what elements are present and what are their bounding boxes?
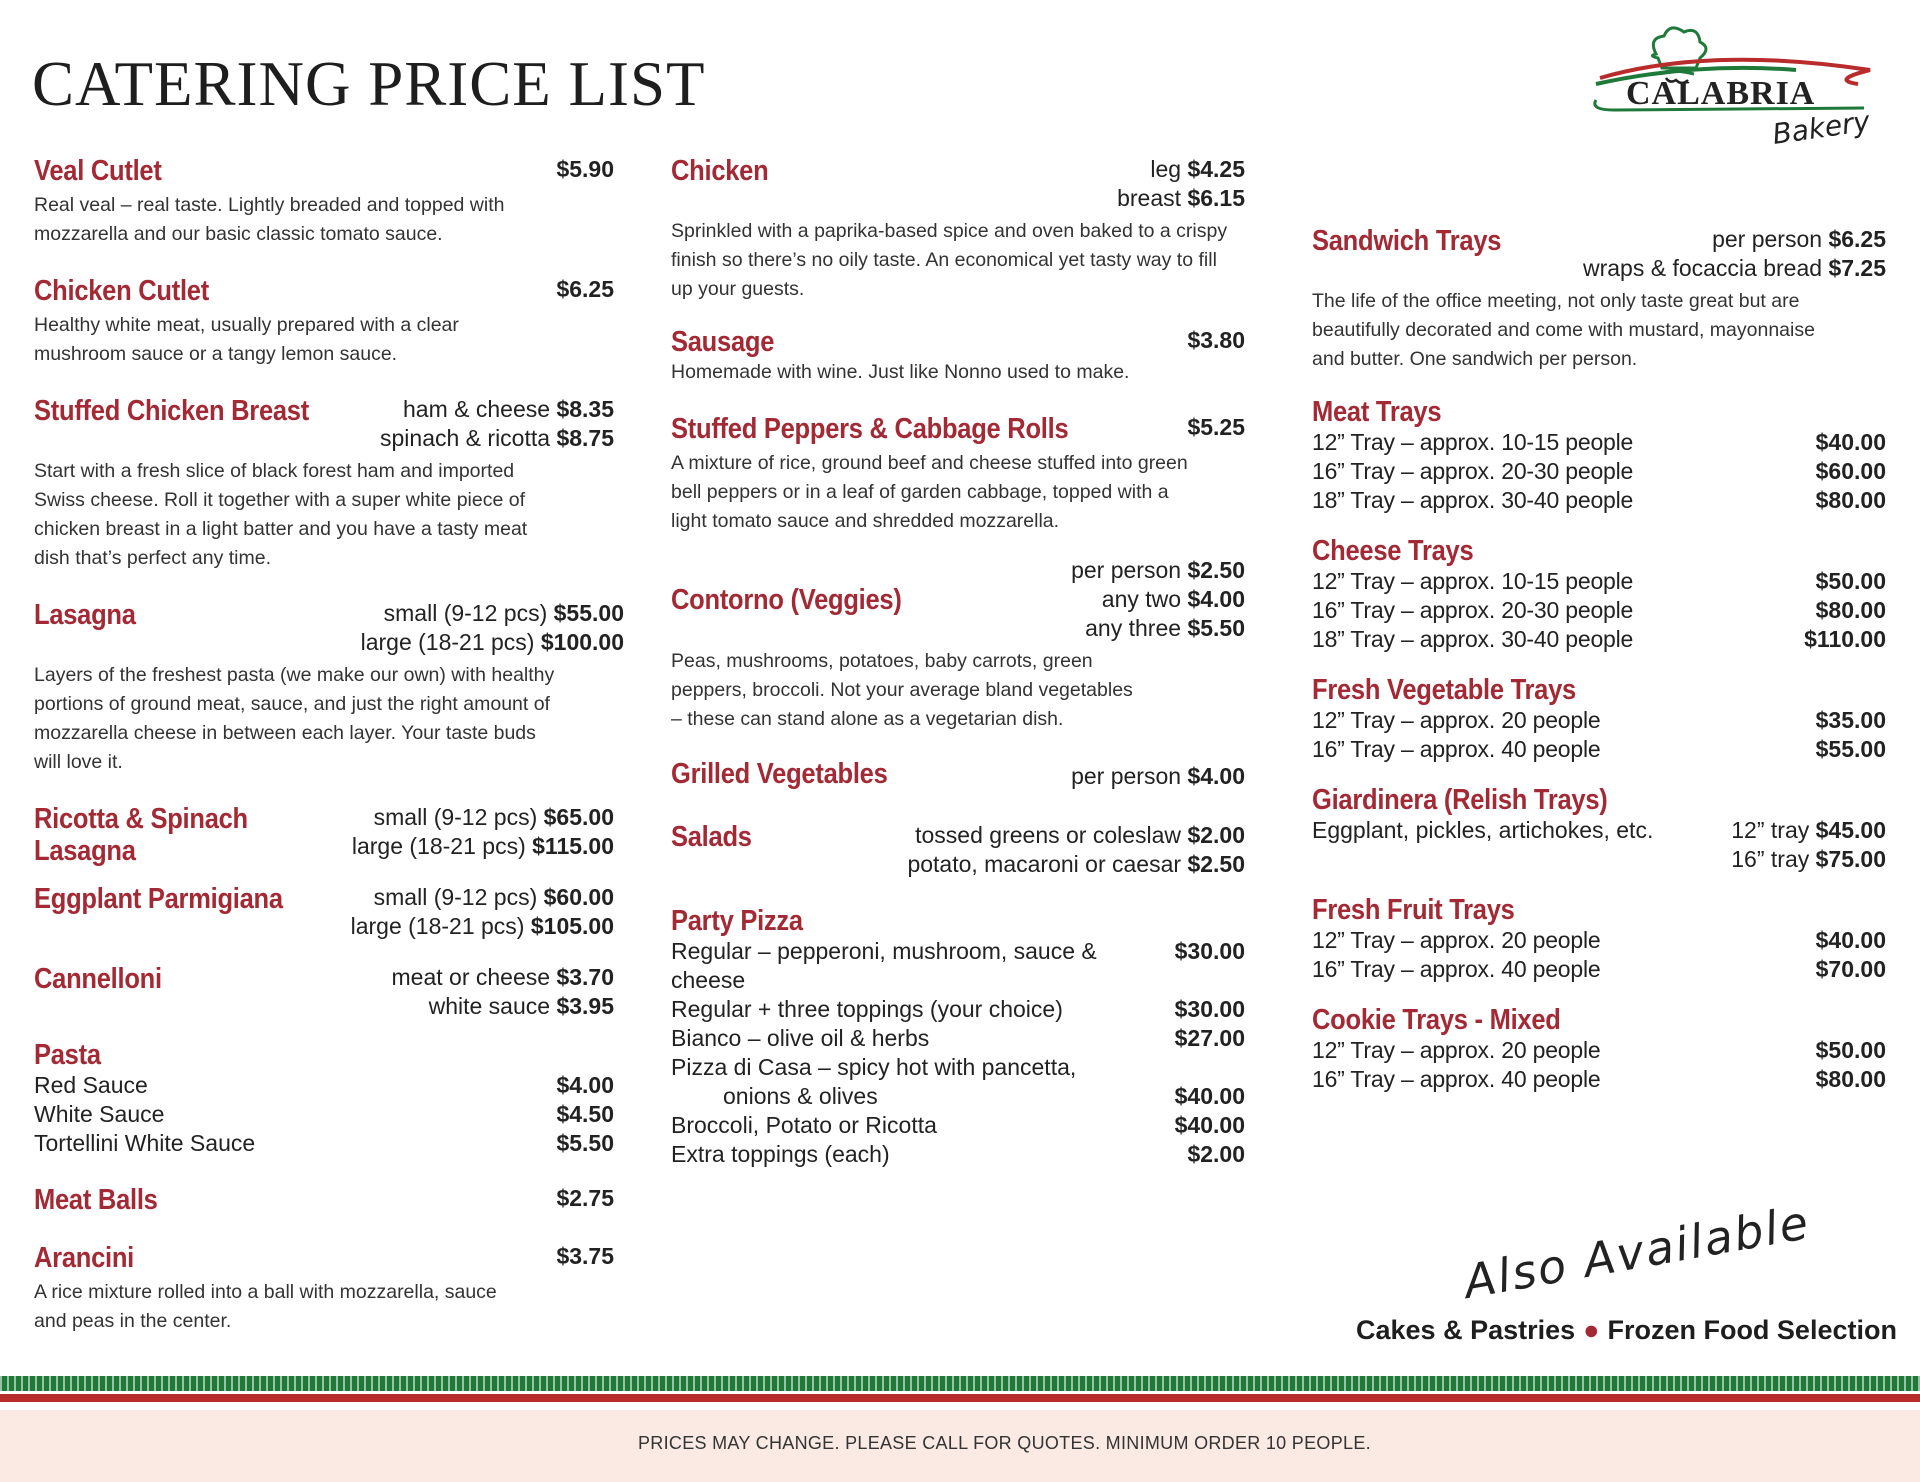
menu-item-party-pizza: [671, 905, 1245, 1169]
price-row: [671, 1053, 1245, 1082]
item-description: The life of the office meeting, not only taste great but are beautifully decorated and come with mustard, mayonnaise and butter. One sandwich per person.: [1312, 290, 1815, 370]
price-row: [671, 1082, 1245, 1111]
price-row: [671, 1024, 1245, 1053]
item-description: Layers of the freshest pasta (we make our own) with healthy portions of ground meat, sauce, and just the right amount of mozzarella cheese in between each layer. Your taste buds will love it.: [34, 664, 555, 773]
item-title: Meat Balls: [34, 1184, 158, 1216]
menu-item-sandwich-trays: [1312, 225, 1886, 374]
item-title: Ricotta & Spinach Lasagna: [34, 803, 248, 867]
item-title: Veal Cutlet: [34, 155, 162, 187]
item-description: Real veal – real taste. Lightly breaded and topped with mozzarella and our basic classic tomato sauce.: [34, 194, 505, 245]
option-price: $3.95: [556, 993, 614, 1019]
option-price: $2.00: [1187, 822, 1245, 848]
row-price: $27.00: [1174, 1025, 1245, 1051]
row-label: Regular + three toppings (your choice): [671, 996, 1063, 1022]
also-item: Cakes & Pastries: [1356, 1315, 1576, 1345]
row-price: $35.00: [1815, 707, 1886, 733]
row-label: 16” Tray – approx. 40 people: [1312, 1066, 1601, 1092]
price-row: [671, 1140, 1245, 1169]
option-label: per person: [1071, 763, 1182, 789]
price-row: [1312, 955, 1886, 984]
row-label: Bianco – olive oil & herbs: [671, 1025, 930, 1051]
page-title: CATERING PRICE LIST: [32, 49, 706, 119]
row-label: 12” Tray – approx. 20 people: [1312, 1037, 1601, 1063]
row-price: $80.00: [1815, 487, 1886, 513]
option-price: $6.15: [1187, 185, 1245, 211]
row-label: 18” Tray – approx. 30-40 people: [1312, 626, 1634, 652]
menu-item-contorno: [671, 556, 1245, 734]
option-label: tossed greens or coleslaw: [915, 822, 1182, 848]
row-price: $80.00: [1815, 1066, 1886, 1092]
row-label: 12” Tray – approx. 10-15 people: [1312, 568, 1634, 594]
item-title: Contorno (Veggies): [671, 583, 902, 616]
row-price: $2.00: [1187, 1141, 1245, 1167]
price-row: [34, 1100, 614, 1129]
also-available-items: [1356, 1315, 1897, 1346]
price-row: [1312, 735, 1886, 764]
item-title: Chicken: [671, 155, 769, 187]
row-price: $30.00: [1174, 938, 1245, 964]
price-row: [671, 1111, 1245, 1140]
price-row: [671, 995, 1245, 1024]
option-label: 12” tray: [1731, 817, 1810, 843]
option-label: 16” tray: [1731, 846, 1810, 872]
item-price: $5.90: [556, 156, 614, 182]
menu-item-lasagna: [34, 599, 624, 777]
option-price: $55.00: [553, 600, 624, 626]
item-price: $3.75: [556, 1243, 614, 1269]
item-title: Arancini: [34, 1242, 135, 1274]
option-label: meat or cheese: [391, 964, 551, 990]
item-title: Chicken Cutlet: [34, 275, 209, 307]
item-description: A mixture of rice, ground beef and cheese stuffed into green bell peppers or in a leaf of garden cabbage, topped with a light tomato sauce and shredded mozzarella.: [671, 452, 1188, 532]
bullet-icon: ●: [1583, 1315, 1600, 1345]
also-available-heading: Also Available: [1459, 1195, 1814, 1309]
item-price: $2.75: [556, 1185, 614, 1211]
price-row: [1312, 486, 1886, 515]
option-price: $105.00: [530, 913, 614, 939]
row-price: $4.50: [556, 1101, 614, 1127]
menu-item-chicken-cutlet: [34, 275, 614, 369]
footer: [0, 1410, 1920, 1482]
calabria-bakery-logo: [1586, 22, 1886, 162]
price-row: [1312, 706, 1886, 735]
option-price: $2.50: [1187, 851, 1245, 877]
option-label: small (9-12 pcs): [383, 600, 548, 626]
item-title: Cannelloni: [34, 963, 162, 995]
price-row: [1312, 1036, 1886, 1065]
item-title: Fresh Vegetable Trays: [1312, 674, 1576, 706]
menu-item-cannelloni: [34, 963, 614, 1021]
row-label: 18” Tray – approx. 30-40 people: [1312, 487, 1634, 513]
menu-item-sausage: [671, 326, 1245, 387]
row-label: 12” Tray – approx. 20 people: [1312, 707, 1601, 733]
menu-item-giardinera: [1312, 784, 1886, 874]
menu-column-2: [671, 155, 1245, 1195]
item-description: A rice mixture rolled into a ball with mozzarella, sauce and peas in the center.: [34, 1281, 497, 1332]
row-label: Pizza di Casa – spicy hot with pancetta,: [671, 1054, 1077, 1080]
price-row: [1312, 596, 1886, 625]
menu-item-stuffed-peppers: [671, 413, 1245, 536]
menu-item-cheese-trays: [1312, 535, 1886, 654]
option-label: spinach & ricotta: [380, 425, 551, 451]
item-description: Peas, mushrooms, potatoes, baby carrots, green peppers, broccoli. Not your average bland vegetables – these can stand alone as a vegetarian dish.: [671, 650, 1133, 730]
row-label: 16” Tray – approx. 40 people: [1312, 956, 1601, 982]
option-price: $5.50: [1187, 615, 1245, 641]
item-title: Stuffed Peppers & Cabbage Rolls: [671, 413, 1069, 445]
price-row: [1312, 625, 1886, 654]
menu-item-salads: [671, 821, 1245, 879]
item-title: Sandwich Trays: [1312, 225, 1502, 257]
row-price: $30.00: [1174, 996, 1245, 1022]
menu-column-3: [1312, 225, 1886, 1120]
option-price: $2.50: [1187, 557, 1245, 583]
price-row: [1312, 457, 1886, 486]
row-label: Red Sauce: [34, 1072, 148, 1098]
item-title: Fresh Fruit Trays: [1312, 894, 1515, 926]
item-title: Cookie Trays - Mixed: [1312, 1004, 1561, 1036]
row-price: $40.00: [1174, 1112, 1245, 1138]
item-price: $6.25: [556, 276, 614, 302]
option-price: $100.00: [540, 629, 624, 655]
menu-item-cookie-trays: [1312, 1004, 1886, 1094]
price-row: [1312, 926, 1886, 955]
option-label: leg: [1150, 156, 1182, 182]
price-row: [1312, 567, 1886, 596]
item-title: Lasagna: [34, 599, 136, 631]
item-title: Sausage: [671, 326, 775, 358]
option-label: any two: [1101, 586, 1182, 612]
row-price: $4.00: [556, 1072, 614, 1098]
row-label: 16” Tray – approx. 20-30 people: [1312, 597, 1634, 623]
option-price: $4.00: [1187, 763, 1245, 789]
row-label: Extra toppings (each): [671, 1141, 890, 1167]
price-row: [1312, 1065, 1886, 1094]
item-title: Meat Trays: [1312, 396, 1442, 428]
option-label: any three: [1085, 615, 1182, 641]
also-item: Frozen Food Selection: [1607, 1315, 1897, 1345]
option-label: large (18-21 pcs): [360, 629, 535, 655]
menu-item-grilled-vegetables: [671, 758, 1245, 791]
option-price: $60.00: [543, 884, 614, 910]
item-description: Sprinkled with a paprika-based spice and oven baked to a crispy finish so there’s no oily taste. An economical yet tasty way to fill up your guests.: [671, 220, 1228, 300]
option-label: per person: [1071, 557, 1182, 583]
option-label: large (18-21 pcs): [350, 913, 525, 939]
price-row: [34, 1071, 614, 1100]
option-price: $4.25: [1187, 156, 1245, 182]
item-description: Start with a fresh slice of black forest ham and imported Swiss cheese. Roll it together with a super white piece of chicken breast in a light batter and you have a tasty meat dish that’s perfect any time.: [34, 460, 528, 569]
option-price: $3.70: [556, 964, 614, 990]
option-label: breast: [1117, 185, 1182, 211]
option-label: per person: [1712, 226, 1823, 252]
row-price: $80.00: [1815, 597, 1886, 623]
item-title: Eggplant Parmigiana: [34, 883, 283, 915]
option-price: $75.00: [1815, 846, 1886, 872]
option-price: $8.75: [556, 425, 614, 451]
logo-text: CALABRIA: [1626, 75, 1816, 112]
menu-item-eggplant-parmigiana: [34, 883, 614, 941]
row-price: $60.00: [1815, 458, 1886, 484]
option-price: $65.00: [543, 804, 614, 830]
row-label: White Sauce: [34, 1101, 165, 1127]
menu-item-arancini: [34, 1242, 614, 1336]
item-description: Healthy white meat, usually prepared with a clear mushroom sauce or a tangy lemon sauce.: [34, 314, 459, 365]
item-price: $3.80: [1187, 327, 1245, 353]
row-price: $110.00: [1804, 626, 1886, 652]
option-price: $115.00: [532, 833, 614, 859]
item-price: $5.25: [1187, 414, 1245, 440]
row-label: 12” Tray – approx. 10-15 people: [1312, 429, 1634, 455]
item-title: Stuffed Chicken Breast: [34, 395, 309, 427]
menu-item-meat-balls: [34, 1184, 614, 1216]
menu-item-fresh-fruit-trays: [1312, 894, 1886, 984]
item-title: Grilled Vegetables: [671, 758, 888, 790]
item-title: Salads: [671, 821, 752, 853]
item-title: Party Pizza: [671, 905, 803, 937]
item-description: Homemade with wine. Just like Nonno used to make.: [671, 361, 1130, 383]
menu-item-meat-trays: [1312, 396, 1886, 515]
option-label: white sauce: [428, 993, 551, 1019]
row-price: $55.00: [1815, 736, 1886, 762]
row-label: Regular – pepperoni, mushroom, sauce & cheese: [671, 938, 1097, 993]
menu-item-fresh-vegetable-trays: [1312, 674, 1886, 764]
row-label: 12” Tray – approx. 20 people: [1312, 927, 1601, 953]
menu-item-stuffed-chicken-breast: [34, 395, 614, 573]
row-price: $70.00: [1815, 956, 1886, 982]
option-price: $6.25: [1828, 226, 1886, 252]
option-label: wraps & focaccia bread: [1582, 255, 1823, 281]
menu-column-1: [34, 155, 624, 1362]
row-label: Eggplant, pickles, artichokes, etc.: [1312, 817, 1654, 843]
item-title: Giardinera (Relish Trays): [1312, 784, 1608, 816]
menu-item-pasta: [34, 1039, 614, 1158]
row-price: $40.00: [1815, 927, 1886, 953]
row-price: $40.00: [1815, 429, 1886, 455]
option-label: small (9-12 pcs): [373, 884, 538, 910]
row-price: $40.00: [1174, 1083, 1245, 1109]
menu-item-chicken: [671, 155, 1245, 304]
item-title: Pasta: [34, 1039, 101, 1071]
option-price: $4.00: [1187, 586, 1245, 612]
price-row: [1312, 428, 1886, 457]
option-price: $7.25: [1828, 255, 1886, 281]
footer-note: PRICES MAY CHANGE. PLEASE CALL FOR QUOTES. MINIMUM ORDER 10 PEOPLE.: [638, 1433, 1371, 1453]
option-label: ham & cheese: [403, 396, 551, 422]
menu-item-veal-cutlet: [34, 155, 614, 249]
row-price: $5.50: [556, 1130, 614, 1156]
logo-subtext: Bakery: [1770, 104, 1872, 151]
price-row: [671, 937, 1245, 995]
flag-stripe-divider: [0, 1376, 1920, 1410]
item-title: Cheese Trays: [1312, 535, 1474, 567]
option-price: $8.35: [556, 396, 614, 422]
menu-item-ricotta-spinach-lasagna: [34, 803, 614, 867]
row-label: 16” Tray – approx. 40 people: [1312, 736, 1601, 762]
row-label: Broccoli, Potato or Ricotta: [671, 1112, 937, 1138]
row-label: Tortellini White Sauce: [34, 1130, 256, 1156]
row-label: onions & olives: [723, 1083, 878, 1109]
option-label: small (9-12 pcs): [373, 804, 538, 830]
option-label: potato, macaroni or caesar: [907, 851, 1182, 877]
row-price: $50.00: [1815, 1037, 1886, 1063]
row-label: 16” Tray – approx. 20-30 people: [1312, 458, 1634, 484]
price-row: [34, 1129, 614, 1158]
row-price: $50.00: [1815, 568, 1886, 594]
option-label: large (18-21 pcs): [351, 833, 526, 859]
option-price: $45.00: [1815, 817, 1886, 843]
